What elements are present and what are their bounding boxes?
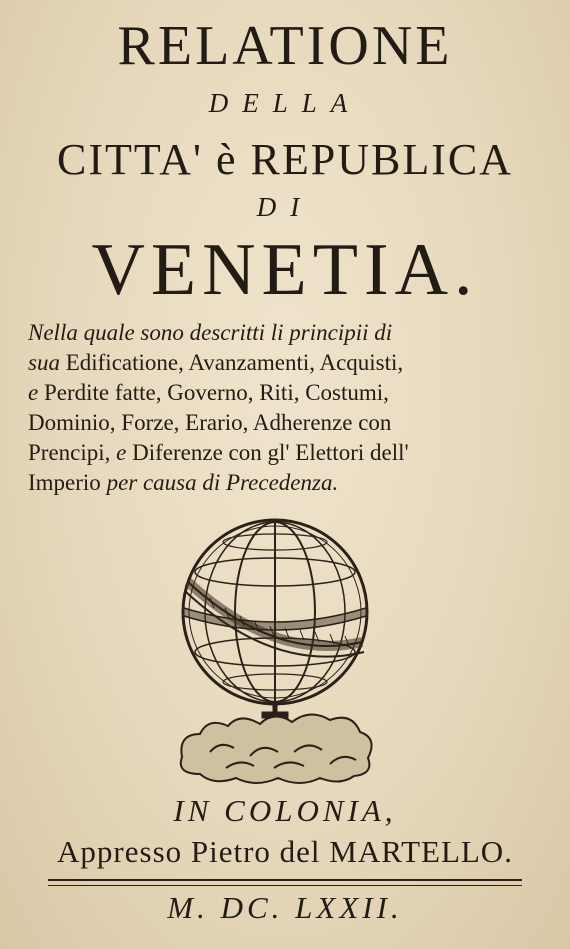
imprint-year: M. DC. LXXII.: [167, 890, 403, 925]
title-citta-republica: CITTA' è REPUBLICA: [57, 135, 513, 184]
title-venetia: VENETIA.: [91, 229, 479, 311]
description-line: Imperio per causa di Precedenza.: [28, 470, 339, 495]
description-line: Dominio, Forze, Erario, Adherenze con: [28, 410, 392, 435]
description-line: sua Edificatione, Avanzamenti, Acquisti,: [28, 350, 404, 375]
description-paragraph: [28, 318, 543, 498]
description-line: e Perdite fatte, Governo, Riti, Costumi,: [28, 380, 389, 405]
divider-rule: [48, 879, 522, 881]
imprint-printer: Appresso Pietro del MARTELLO.: [57, 834, 513, 869]
title-della: DELLA: [208, 88, 362, 118]
title-relatione: RELATIONE: [117, 15, 453, 77]
divider-rule: [48, 885, 522, 886]
armillary-sphere-on-clouds-icon: [170, 512, 380, 787]
description-line: Nella quale sono descritti li principii di: [28, 320, 393, 345]
title-di: DI: [256, 192, 314, 222]
description-line: Prencipi, e Diferenze con gl' Elettori dell': [28, 440, 409, 465]
imprint-place: IN COLONIA,: [173, 793, 397, 828]
